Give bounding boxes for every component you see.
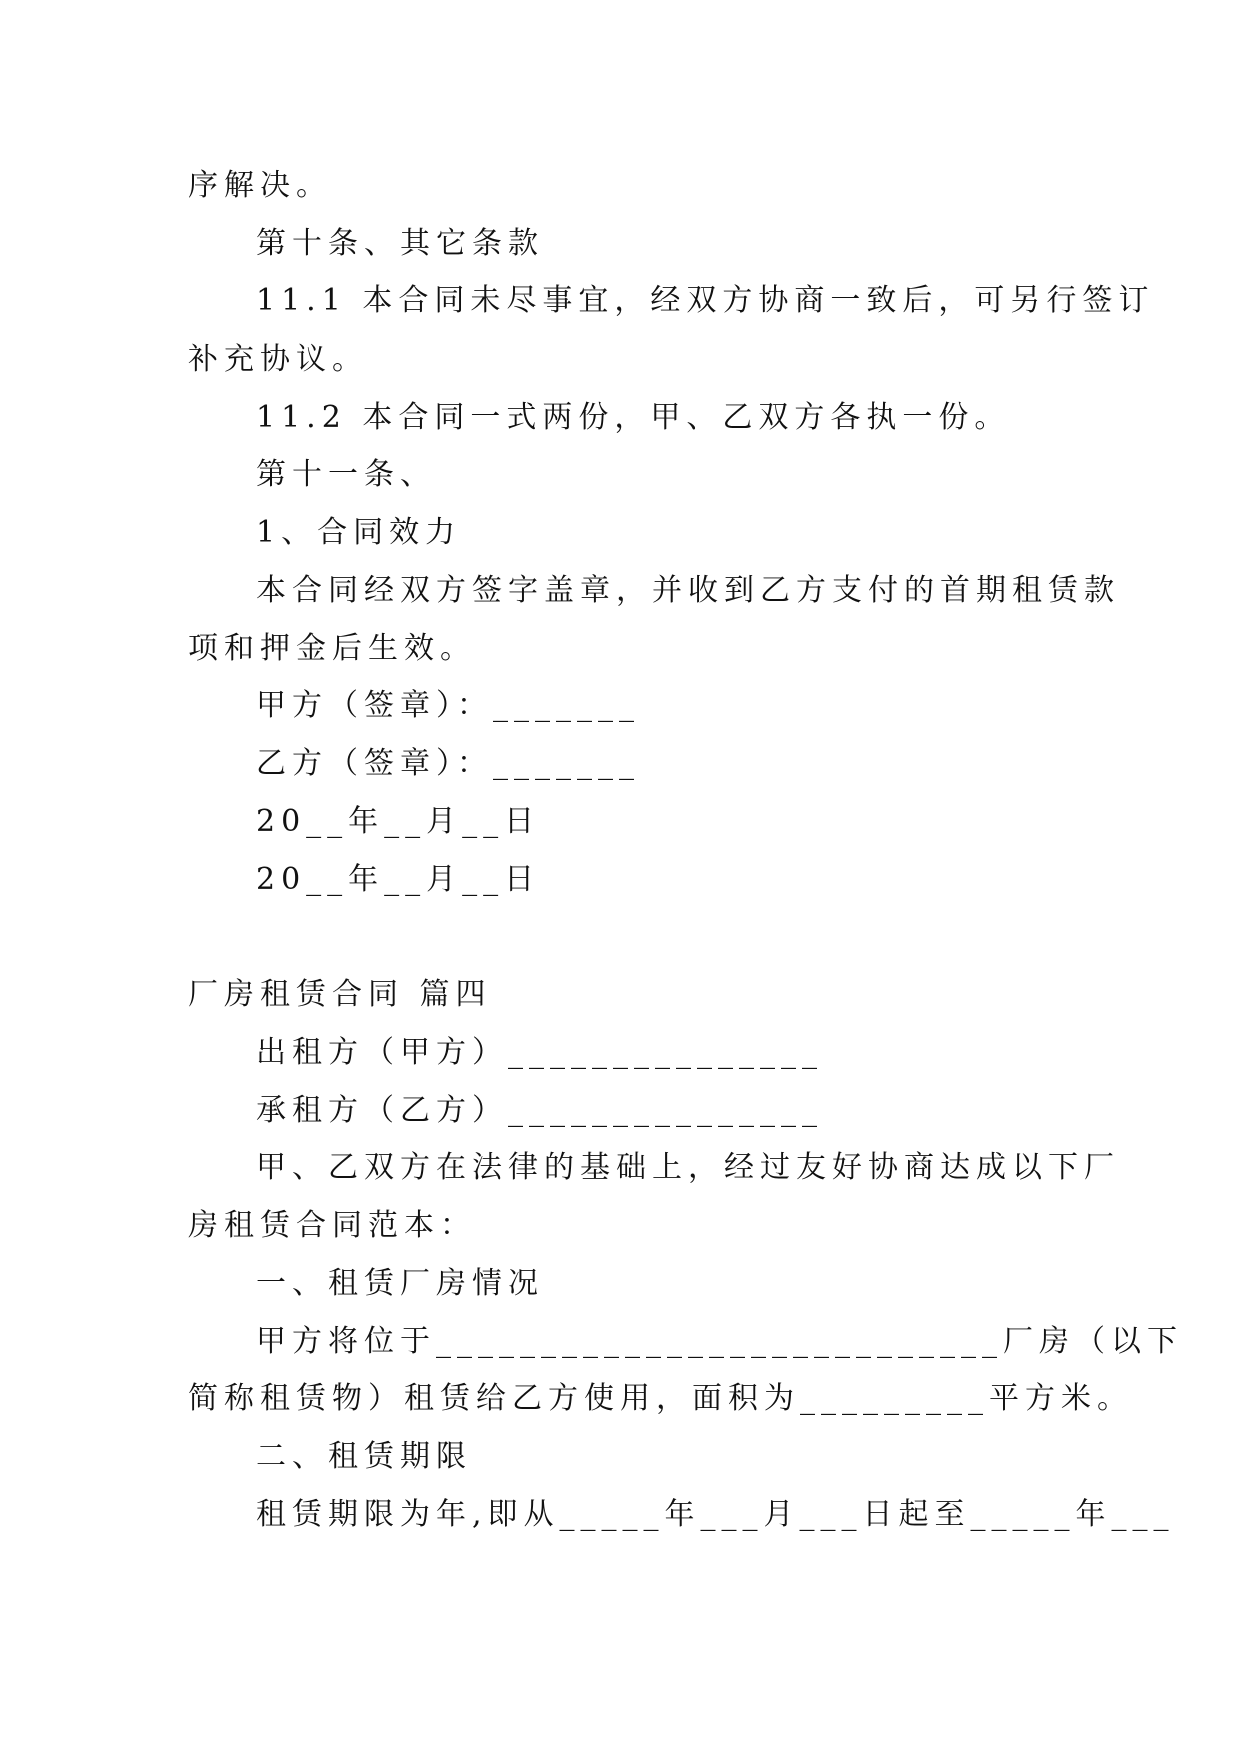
lessor-line: 出租方（甲方）_______________ bbox=[256, 1035, 823, 1070]
lease-term-text: 租赁期限为年,即从_____年___月___日起至_____年___ bbox=[256, 1497, 1175, 1532]
agreement-intro-line-2: 房租赁合同范本： bbox=[188, 1208, 476, 1243]
lessee-line: 承租方（乙方）_______________ bbox=[256, 1093, 823, 1128]
clause-11-1-line-1: 11.1 本合同未尽事宜，经双方协商一致后，可另行签订 bbox=[256, 283, 1155, 318]
party-a-signature-line: 甲方（签章）：_______ bbox=[256, 688, 640, 723]
party-b-signature-line: 乙方（签章）：_______ bbox=[256, 746, 640, 781]
leased-plant-text-line-2: 简称租赁物）租赁给乙方使用，面积为_________平方米。 bbox=[188, 1381, 1133, 1416]
validity-text-line-2: 项和押金后生效。 bbox=[188, 631, 476, 666]
validity-text-line-1: 本合同经双方签字盖章，并收到乙方支付的首期租赁款 bbox=[256, 573, 1120, 608]
leased-plant-text-line-1: 甲方将位于___________________________厂房（以下 bbox=[256, 1324, 1183, 1359]
article-eleven-heading: 第十一条、 bbox=[256, 457, 436, 492]
agreement-intro-line-1: 甲、乙双方在法律的基础上，经过友好协商达成以下厂 bbox=[256, 1150, 1120, 1185]
clause-11-2: 11.2 本合同一式两份，甲、乙双方各执一份。 bbox=[256, 400, 1011, 435]
clause-11-1-line-2: 补充协议。 bbox=[188, 342, 368, 377]
leased-plant-heading: 一、租赁厂房情况 bbox=[256, 1266, 544, 1301]
date-line-1: 20__年__月__日 bbox=[256, 804, 541, 839]
contract-validity-heading: 1、合同效力 bbox=[256, 515, 462, 550]
section-four-title: 厂房租赁合同 篇四 bbox=[188, 977, 492, 1012]
date-line-2: 20__年__月__日 bbox=[256, 862, 541, 897]
article-ten-heading: 第十条、其它条款 bbox=[256, 226, 544, 261]
lease-term-heading: 二、租赁期限 bbox=[256, 1439, 472, 1474]
paragraph-continuation: 序解决。 bbox=[188, 168, 332, 203]
